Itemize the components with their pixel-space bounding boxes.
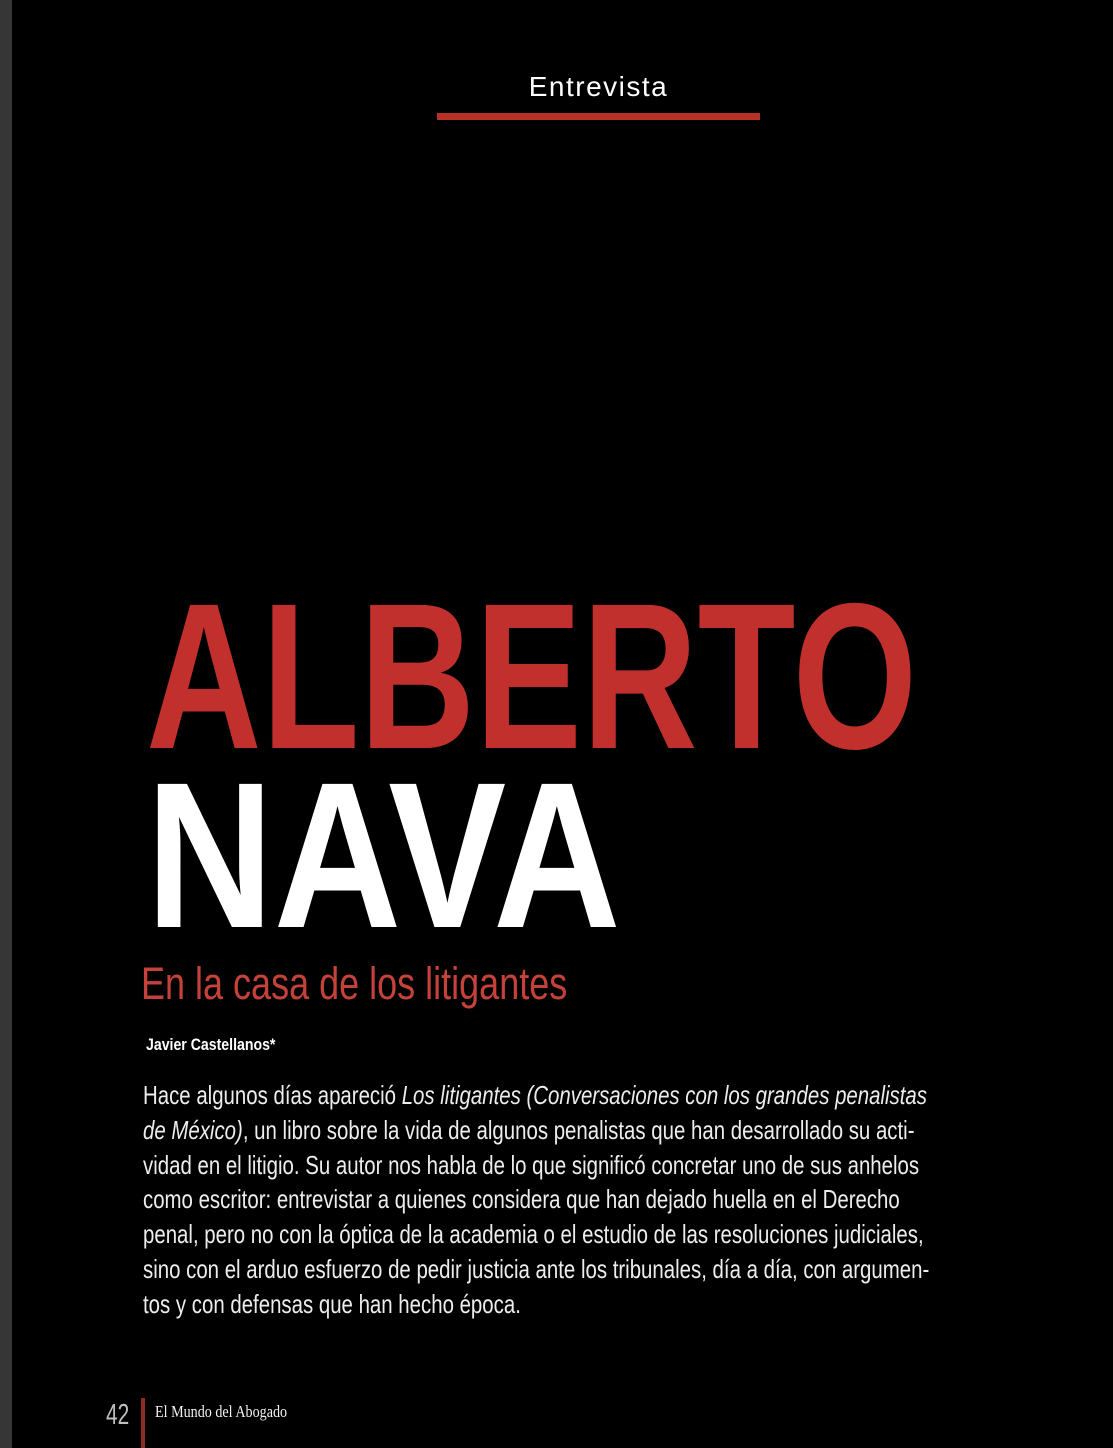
article-subtitle: En la casa de los litigantes [141,958,568,1009]
title-line-1: ALBERTO [146,561,918,793]
section-underline-bar [437,113,760,120]
body-line: penal, pero no con la óptica de la academia o el estudio de las resoluciones judiciales, [143,1219,924,1250]
magazine-name: El Mundo del Abogado [155,1402,288,1421]
body-line: como escritor: entrevistar a quienes considera que han dejado huella en el Derecho [143,1184,900,1215]
article-byline: Javier Castellanos* [146,1035,276,1054]
body-line: Hace algunos días apareció Los litigantes (Conversaciones con los grandes penalistas [143,1080,927,1110]
page-edge-strip [0,0,12,1448]
body-line: vidad en el litigio. Su autor nos habla de lo que significó concretar uno de sus anhelos [143,1149,920,1180]
page-number: 42 [106,1399,130,1431]
body-line: tos y con defensas que han hecho época. [143,1288,521,1319]
title-line-2: NAVA [146,740,621,972]
section-label: Entrevista [528,71,669,102]
article-body [143,1078,929,1322]
body-line: de México), un libro sobre la vida de algunos penalistas que han desarrollado su acti- [143,1114,915,1145]
body-line: sino con el arduo esfuerzo de pedir justicia ante los tribunales, día a día, con argumen- [143,1253,930,1284]
footer-divider [141,1398,145,1448]
section-header [437,73,760,101]
